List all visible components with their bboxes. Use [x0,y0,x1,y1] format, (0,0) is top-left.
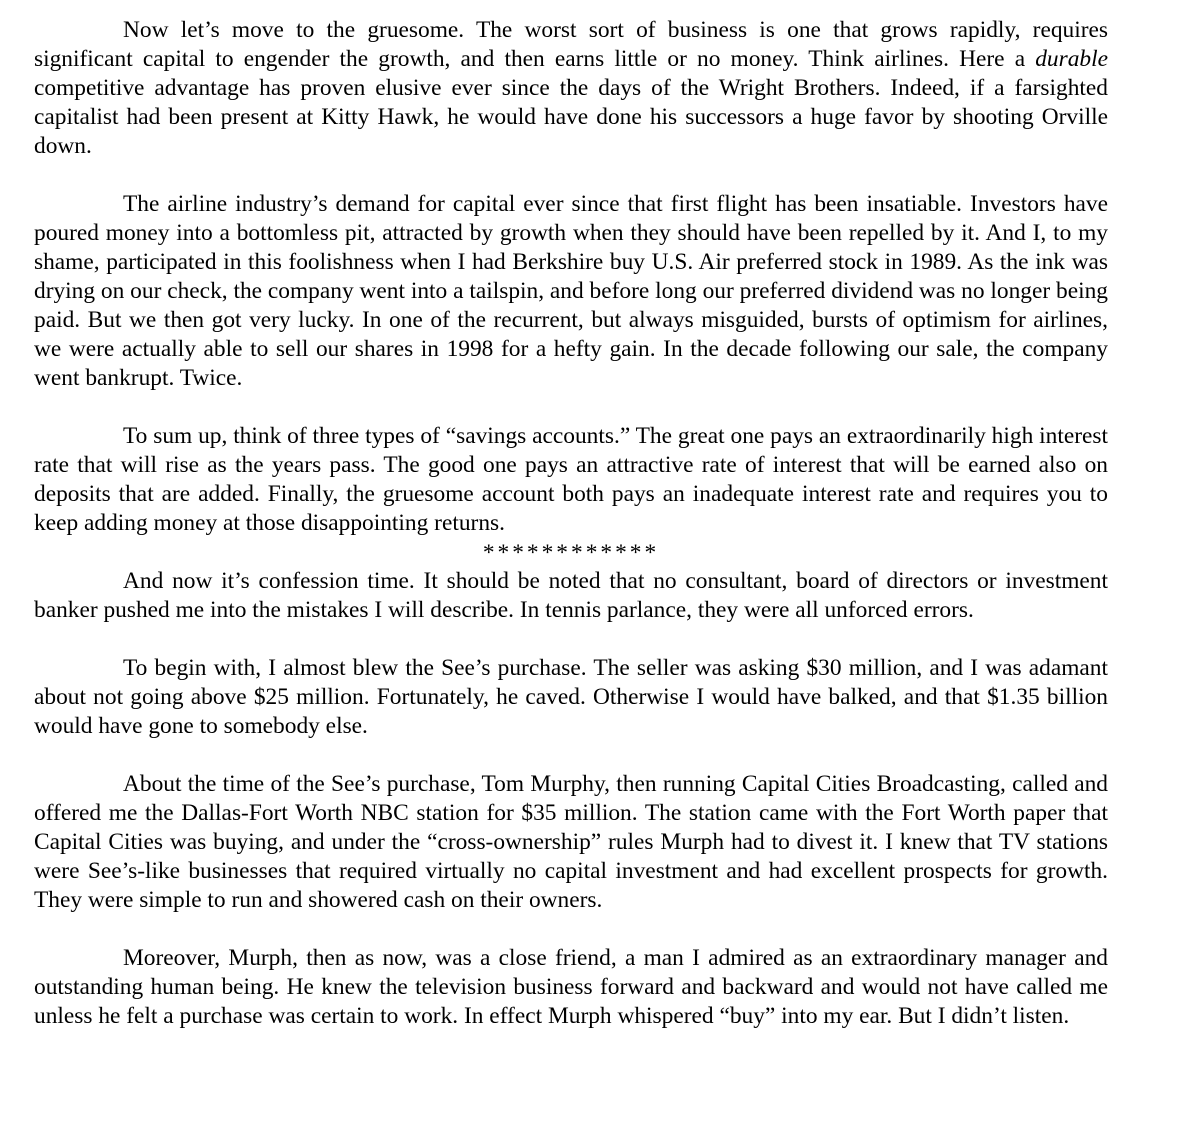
paragraph-savings-accounts: To sum up, think of three types of “savings accounts.” The great one pays an extraordinarily high interest rate that will rise as the years pass. The good one pays an attractive rate of interest that will be earned also on deposits that are added. Finally, the gruesome account both pays an inadequate interest rate and requires you to keep adding money at those disappointing returns. [34,423,1108,536]
paragraph-text: Now let’s move to the gruesome. The worst sort of business is one that grows rapidly, requires significant capital to engender the growth, and then earns little or no money. Think airlines. Here a [34,17,1108,72]
paragraph-airline-capital: The airline industry’s demand for capital ever since that first flight has been insatiable. Investors have poured money into a bottomless pit, attracted by growth when they should have been repelled by it. And I, to my shame, participated in this foolishness when I had Berkshire buy U.S. Air preferred stock in 1989. As the ink was drying on our check, the company went into a tailspin, and before long our preferred dividend was no longer being paid. But we then got very lucky. In one of the recurrent, but always misguided, bursts of optimism for airlines, we were actually able to sell our shares in 1998 for a hefty gain. In the decade following our sale, the company went bankrupt. Twice. [34,191,1108,391]
paragraph-tom-murphy: About the time of the See’s purchase, Tom Murphy, then running Capital Cities Broadcasting, called and offered me the Dallas-Fort Worth NBC station for $35 million. The station came with the Fort Worth paper that Capital Cities was buying, and under the “cross-ownership” rules Murph had to divest it. I knew that TV stations were See’s-like businesses that required virtually no capital investment and had excellent prospects for growth. They were simple to run and showered cash on their owners. [34,771,1108,913]
paragraph-gruesome [34,16,1108,161]
paragraph-murph-friend: Moreover, Murph, then as now, was a close friend, a man I admired as an extraordinary manager and outstanding human being. He knew the television business forward and backward and would not have called me unless he felt a purchase was certain to work. In effect Murph whispered “buy” into my ear. But I didn’t listen. [34,945,1108,1029]
paragraph-sees-purchase: To begin with, I almost blew the See’s purchase. The seller was asking $30 million, and I was adamant about not going above $25 million. Fortunately, he caved. Otherwise I would have balked, and that $1.35 billion would have gone to somebody else. [34,655,1108,739]
section-separator: ************ [482,540,660,566]
emphasis-durable: durable [1035,46,1108,72]
paragraph-confession: And now it’s confession time. It should be noted that no consultant, board of directors or investment banker pushed me into the mistakes I will describe. In tennis parlance, they were all unforced errors. [34,568,1108,623]
paragraph-text: competitive advantage has proven elusive ever since the days of the Wright Brothers. Indeed, if a farsighted capitalist had been present at Kitty Hawk, he would have done his successors a huge favor by shooting Orville down. [34,75,1108,159]
